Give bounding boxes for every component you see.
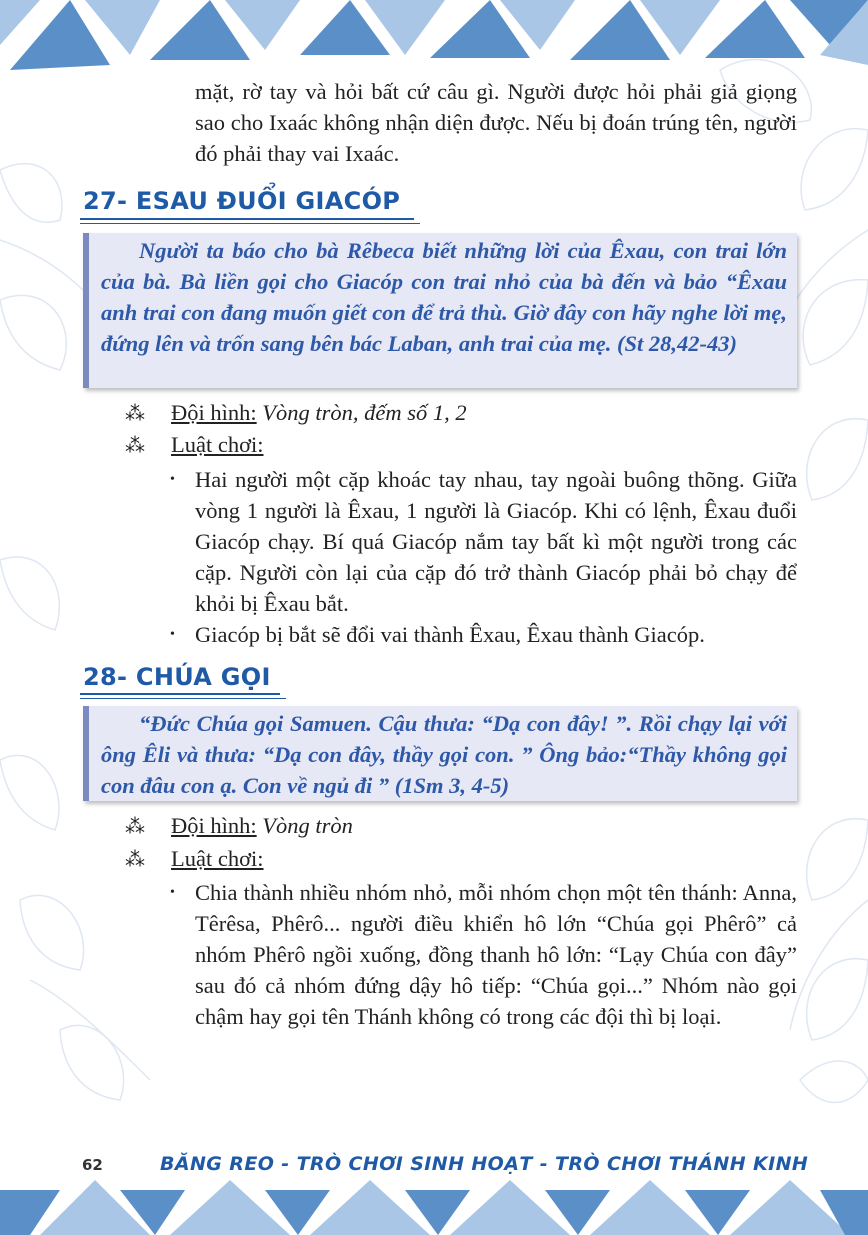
section-27-rule-2 [170,619,797,650]
asterism-icon: ⁂ [125,435,145,457]
section-28-quote-box [83,706,797,801]
rules-label: Luật chơi: [171,432,264,457]
section-27-formation [125,400,467,426]
bullet-icon: • [170,472,175,487]
section-28-rule-1 [170,877,797,1032]
section-27-underline-2 [80,223,420,224]
bullet-icon: • [170,627,175,642]
section-28-formation [125,813,353,839]
section-28-quote: “Đức Chúa gọi Samuen. Cậu thưa: “Dạ con đây! ”. Rồi chạy lại với ông Êli và thưa: “Dạ con đây, thầy gọi con. ” Ông bảo:“Thầy không gọi con đâu con ạ. Con về ngủ đi ” (1Sm 3, 4-5) [101,711,787,798]
top-triangle-band [0,0,868,70]
rule-text: Hai người một cặp khoác tay nhau, tay ngoài buông thõng. Giữa vòng 1 người là Êxau, 1 người là Giacóp. Khi có lệnh, Êxau đuổi Giacóp chạy. Bí quá Giacóp nắm tay bất kì một người trong các cặp. Người còn lại của cặp đó trở thành Giacóp phải bỏ chạy để khỏi bị Êxau bắt. [195,467,797,616]
rules-label: Luật chơi: [171,846,264,871]
intro-paragraph: mặt, rờ tay và hỏi bất cứ câu gì. Người được hỏi phải giả giọng sao cho Ixaác không nhận diện được. Nếu bị đoán trúng tên, người đó phải thay vai Ixaác. [195,79,797,166]
section-27-title: 27- ESAU ĐUỔI GIACÓP [83,187,401,215]
section-28-underline [80,693,280,695]
section-28-rules-heading [125,846,264,872]
section-27-rule-1 [170,464,797,619]
section-27-quote-box [83,233,797,388]
section-27-quote: Người ta báo cho bà Rêbeca biết những lời của Êxau, con trai lớn của bà. Bà liền gọi cho Giacóp con trai nhỏ của bà đến và bảo “Êxau anh trai con đang muốn giết con để trả thù. Giờ đây con hãy nghe lời mẹ, đứng lên và trốn sang bên bác Laban, anh trai của mẹ. (St 28,42-43) [101,238,787,356]
asterism-icon: ⁂ [125,403,145,425]
bullet-icon: • [170,885,175,900]
rule-text: Giacóp bị bắt sẽ đổi vai thành Êxau, Êxau thành Giacóp. [195,622,705,647]
rule-text: Chia thành nhiều nhóm nhỏ, mỗi nhóm chọn một tên thánh: Anna, Têrêsa, Phêrô... người điều khiển hô lớn “Chúa gọi Phêrô” cả nhóm Phêrô ngồi xuống, đồng thanh hô lớn: “Lạy Chúa con đây” sau đó cả nhóm đứng dậy hô tiếp: “Chúa gọi...” Nhóm nào gọi chậm hay gọi tên Thánh không có trong các đội thì bị loại. [195,880,797,1029]
formation-label: Đội hình: [171,813,257,838]
section-28-underline-2 [80,698,286,699]
section-28-title: 28- CHÚA GỌI [83,663,271,691]
asterism-icon: ⁂ [125,849,145,871]
formation-value: Vòng tròn, đếm số 1, 2 [262,400,467,425]
section-27-rules-heading [125,432,264,458]
formation-value: Vòng tròn [262,813,353,838]
bottom-triangle-band [0,1180,868,1235]
book-title: BĂNG REO - TRÒ CHƠI SINH HOẠT - TRÒ CHƠI THÁNH KINH [160,1153,809,1175]
page-number: 62 [82,1156,103,1174]
section-27-underline [80,218,414,220]
formation-label: Đội hình: [171,400,257,425]
asterism-icon: ⁂ [125,816,145,838]
